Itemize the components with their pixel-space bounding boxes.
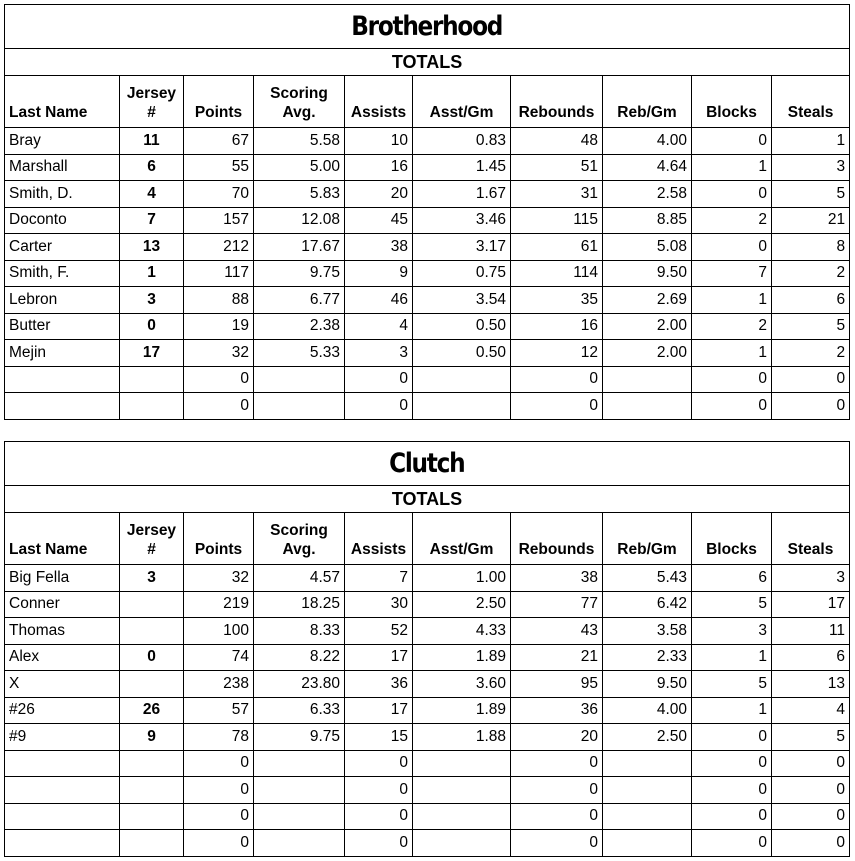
cell-reb-gm[interactable]: 2.58 [603, 181, 692, 208]
cell-steals[interactable]: 13 [772, 671, 850, 698]
col-header-reb-gm: Reb/Gm [603, 513, 692, 565]
cell-steals[interactable]: 0 [772, 366, 850, 393]
cell-jersey[interactable] [120, 777, 184, 804]
cell-steals[interactable]: 11 [772, 618, 850, 645]
cell-asst-gm[interactable]: 0.50 [413, 313, 511, 340]
cell-assists[interactable]: 16 [345, 154, 413, 181]
cell-steals[interactable]: 8 [772, 234, 850, 261]
team-name: Clutch [389, 448, 465, 479]
brotherhood-table-section [4, 4, 849, 420]
col-header-points: Points [184, 513, 254, 565]
cell-rebounds[interactable]: 38 [511, 565, 603, 592]
col-header-scoring-avg: Scoring Avg. [254, 513, 345, 565]
cell-asst-gm[interactable]: 3.54 [413, 287, 511, 314]
cell-steals[interactable]: 2 [772, 340, 850, 367]
cell-scoring-avg[interactable]: 5.00 [254, 154, 345, 181]
cell-assists[interactable]: 0 [345, 393, 413, 420]
team-title [5, 442, 850, 486]
cell-jersey[interactable] [120, 393, 184, 420]
cell-reb-gm[interactable]: 2.69 [603, 287, 692, 314]
cell-assists[interactable]: 52 [345, 618, 413, 645]
clutch-table-section [4, 441, 849, 857]
cell-asst-gm[interactable]: 1.00 [413, 565, 511, 592]
cell-assists[interactable]: 0 [345, 366, 413, 393]
table-row [5, 777, 850, 804]
cell-jersey[interactable]: 17 [120, 340, 184, 367]
cell-asst-gm[interactable]: 3.17 [413, 234, 511, 261]
cell-scoring-avg[interactable]: 6.33 [254, 697, 345, 724]
cell-points[interactable]: 0 [184, 750, 254, 777]
table-row [5, 724, 850, 751]
cell-scoring-avg[interactable] [254, 777, 345, 804]
cell-steals[interactable]: 1 [772, 128, 850, 155]
cell-steals[interactable]: 0 [772, 393, 850, 420]
cell-blocks[interactable]: 0 [692, 777, 772, 804]
cell-asst-gm[interactable] [413, 803, 511, 830]
cell-rebounds[interactable]: 43 [511, 618, 603, 645]
cell-assists[interactable]: 0 [345, 830, 413, 857]
cell-jersey[interactable]: 3 [120, 565, 184, 592]
cell-reb-gm[interactable] [603, 777, 692, 804]
cell-last-name[interactable]: Smith, D. [5, 181, 120, 208]
cell-reb-gm[interactable]: 4.00 [603, 128, 692, 155]
cell-scoring-avg[interactable]: 18.25 [254, 591, 345, 618]
cell-steals[interactable]: 5 [772, 313, 850, 340]
cell-reb-gm[interactable]: 5.08 [603, 234, 692, 261]
cell-steals[interactable]: 21 [772, 207, 850, 234]
cell-points[interactable]: 219 [184, 591, 254, 618]
table-row [5, 618, 850, 645]
col-header-points: Points [184, 76, 254, 128]
table-row [5, 234, 850, 261]
cell-jersey[interactable]: 4 [120, 181, 184, 208]
cell-scoring-avg[interactable] [254, 750, 345, 777]
cell-assists[interactable]: 36 [345, 671, 413, 698]
col-header-rebounds: Rebounds [511, 76, 603, 128]
cell-reb-gm[interactable]: 2.50 [603, 724, 692, 751]
table-row [5, 803, 850, 830]
cell-last-name[interactable]: Marshall [5, 154, 120, 181]
cell-asst-gm[interactable]: 4.33 [413, 618, 511, 645]
cell-points[interactable]: 0 [184, 366, 254, 393]
cell-points[interactable]: 70 [184, 181, 254, 208]
cell-jersey[interactable] [120, 803, 184, 830]
cell-last-name[interactable]: Smith, F. [5, 260, 120, 287]
cell-blocks[interactable]: 0 [692, 830, 772, 857]
cell-assists[interactable]: 10 [345, 128, 413, 155]
cell-scoring-avg[interactable]: 23.80 [254, 671, 345, 698]
cell-rebounds[interactable]: 0 [511, 750, 603, 777]
cell-assists[interactable]: 20 [345, 181, 413, 208]
cell-assists[interactable]: 4 [345, 313, 413, 340]
col-header-assists: Assists [345, 76, 413, 128]
cell-jersey[interactable]: 0 [120, 644, 184, 671]
cell-rebounds[interactable]: 114 [511, 260, 603, 287]
cell-reb-gm[interactable]: 2.00 [603, 340, 692, 367]
cell-assists[interactable]: 46 [345, 287, 413, 314]
cell-jersey[interactable] [120, 750, 184, 777]
cell-rebounds[interactable]: 48 [511, 128, 603, 155]
cell-steals[interactable]: 3 [772, 154, 850, 181]
cell-jersey[interactable]: 9 [120, 724, 184, 751]
cell-last-name[interactable] [5, 393, 120, 420]
cell-rebounds[interactable]: 0 [511, 366, 603, 393]
cell-jersey[interactable] [120, 830, 184, 857]
table-row [5, 393, 850, 420]
cell-scoring-avg[interactable] [254, 366, 345, 393]
cell-reb-gm[interactable]: 5.43 [603, 565, 692, 592]
cell-assists[interactable]: 0 [345, 777, 413, 804]
cell-assists[interactable]: 0 [345, 750, 413, 777]
cell-rebounds[interactable]: 21 [511, 644, 603, 671]
cell-assists[interactable]: 0 [345, 803, 413, 830]
cell-assists[interactable]: 9 [345, 260, 413, 287]
cell-last-name[interactable] [5, 830, 120, 857]
cell-asst-gm[interactable]: 3.60 [413, 671, 511, 698]
table-row [5, 287, 850, 314]
cell-blocks[interactable]: 1 [692, 697, 772, 724]
cell-asst-gm[interactable] [413, 777, 511, 804]
cell-rebounds[interactable]: 0 [511, 393, 603, 420]
table-row [5, 260, 850, 287]
cell-reb-gm[interactable]: 4.00 [603, 697, 692, 724]
cell-points[interactable]: 157 [184, 207, 254, 234]
cell-last-name[interactable]: Carter [5, 234, 120, 261]
cell-asst-gm[interactable]: 1.89 [413, 697, 511, 724]
table-row [5, 750, 850, 777]
cell-assists[interactable]: 38 [345, 234, 413, 261]
cell-points[interactable]: 0 [184, 803, 254, 830]
cell-scoring-avg[interactable]: 8.22 [254, 644, 345, 671]
cell-assists[interactable]: 30 [345, 591, 413, 618]
cell-reb-gm[interactable]: 4.64 [603, 154, 692, 181]
col-header-jersey: Jersey # [120, 76, 184, 128]
cell-last-name[interactable]: Doconto [5, 207, 120, 234]
cell-steals[interactable]: 17 [772, 591, 850, 618]
cell-points[interactable]: 88 [184, 287, 254, 314]
col-header-steals: Steals [772, 76, 850, 128]
table-row [5, 128, 850, 155]
cell-rebounds[interactable]: 0 [511, 803, 603, 830]
cell-blocks[interactable]: 0 [692, 393, 772, 420]
cell-blocks[interactable]: 0 [692, 750, 772, 777]
cell-rebounds[interactable]: 31 [511, 181, 603, 208]
table-row [5, 830, 850, 857]
cell-last-name[interactable]: Lebron [5, 287, 120, 314]
cell-jersey[interactable]: 11 [120, 128, 184, 155]
cell-reb-gm[interactable] [603, 393, 692, 420]
cell-assists[interactable]: 3 [345, 340, 413, 367]
cell-steals[interactable]: 6 [772, 644, 850, 671]
cell-asst-gm[interactable] [413, 393, 511, 420]
cell-points[interactable]: 100 [184, 618, 254, 645]
col-header-reb-gm: Reb/Gm [603, 76, 692, 128]
cell-assists[interactable]: 17 [345, 697, 413, 724]
cell-rebounds[interactable]: 115 [511, 207, 603, 234]
cell-points[interactable]: 0 [184, 830, 254, 857]
table-row [5, 644, 850, 671]
cell-jersey[interactable]: 13 [120, 234, 184, 261]
brotherhood-stats-table [4, 4, 850, 420]
cell-steals[interactable]: 2 [772, 260, 850, 287]
col-header-scoring-avg: Scoring Avg. [254, 76, 345, 128]
cell-scoring-avg[interactable]: 12.08 [254, 207, 345, 234]
cell-blocks[interactable]: 6 [692, 565, 772, 592]
cell-reb-gm[interactable]: 6.42 [603, 591, 692, 618]
cell-points[interactable]: 19 [184, 313, 254, 340]
cell-points[interactable]: 78 [184, 724, 254, 751]
cell-reb-gm[interactable]: 3.58 [603, 618, 692, 645]
cell-reb-gm[interactable]: 2.00 [603, 313, 692, 340]
cell-last-name[interactable]: Alex [5, 644, 120, 671]
cell-reb-gm[interactable]: 9.50 [603, 671, 692, 698]
cell-blocks[interactable]: 5 [692, 591, 772, 618]
cell-jersey[interactable] [120, 366, 184, 393]
cell-scoring-avg[interactable] [254, 830, 345, 857]
cell-blocks[interactable]: 3 [692, 618, 772, 645]
cell-steals[interactable]: 5 [772, 181, 850, 208]
cell-rebounds[interactable]: 77 [511, 591, 603, 618]
cell-points[interactable]: 0 [184, 393, 254, 420]
col-header-assists: Assists [345, 513, 413, 565]
cell-jersey[interactable] [120, 591, 184, 618]
cell-blocks[interactable]: 0 [692, 234, 772, 261]
cell-reb-gm[interactable] [603, 803, 692, 830]
cell-points[interactable]: 0 [184, 777, 254, 804]
cell-rebounds[interactable]: 36 [511, 697, 603, 724]
cell-rebounds[interactable]: 0 [511, 830, 603, 857]
team-title [5, 5, 850, 49]
cell-points[interactable]: 117 [184, 260, 254, 287]
cell-blocks[interactable]: 1 [692, 154, 772, 181]
col-header-jersey: Jersey # [120, 513, 184, 565]
cell-reb-gm[interactable] [603, 366, 692, 393]
cell-scoring-avg[interactable]: 2.38 [254, 313, 345, 340]
cell-points[interactable]: 55 [184, 154, 254, 181]
cell-last-name[interactable]: Bray [5, 128, 120, 155]
cell-points[interactable]: 67 [184, 128, 254, 155]
cell-jersey[interactable]: 3 [120, 287, 184, 314]
cell-scoring-avg[interactable]: 9.75 [254, 724, 345, 751]
cell-last-name[interactable] [5, 366, 120, 393]
cell-last-name[interactable] [5, 750, 120, 777]
cell-blocks[interactable]: 1 [692, 340, 772, 367]
cell-jersey[interactable]: 6 [120, 154, 184, 181]
cell-last-name[interactable]: #26 [5, 697, 120, 724]
cell-steals[interactable]: 0 [772, 830, 850, 857]
cell-scoring-avg[interactable]: 5.58 [254, 128, 345, 155]
cell-last-name[interactable] [5, 803, 120, 830]
cell-asst-gm[interactable] [413, 750, 511, 777]
table-row [5, 697, 850, 724]
cell-assists[interactable]: 15 [345, 724, 413, 751]
cell-blocks[interactable]: 1 [692, 287, 772, 314]
cell-steals[interactable]: 0 [772, 803, 850, 830]
col-header-last-name: Last Name [5, 513, 120, 565]
cell-last-name[interactable]: #9 [5, 724, 120, 751]
table-row [5, 207, 850, 234]
cell-blocks[interactable]: 0 [692, 366, 772, 393]
cell-steals[interactable]: 3 [772, 565, 850, 592]
cell-blocks[interactable]: 0 [692, 724, 772, 751]
cell-jersey[interactable] [120, 618, 184, 645]
cell-asst-gm[interactable]: 0.75 [413, 260, 511, 287]
cell-scoring-avg[interactable]: 6.77 [254, 287, 345, 314]
cell-scoring-avg[interactable]: 9.75 [254, 260, 345, 287]
cell-points[interactable]: 238 [184, 671, 254, 698]
cell-last-name[interactable]: Mejin [5, 340, 120, 367]
cell-rebounds[interactable]: 95 [511, 671, 603, 698]
table-row [5, 591, 850, 618]
cell-scoring-avg[interactable]: 8.33 [254, 618, 345, 645]
table-row [5, 565, 850, 592]
cell-jersey[interactable]: 26 [120, 697, 184, 724]
cell-blocks[interactable]: 0 [692, 181, 772, 208]
cell-points[interactable]: 74 [184, 644, 254, 671]
cell-last-name[interactable]: Conner [5, 591, 120, 618]
cell-blocks[interactable]: 0 [692, 803, 772, 830]
cell-rebounds[interactable]: 16 [511, 313, 603, 340]
cell-assists[interactable]: 17 [345, 644, 413, 671]
col-header-asst-gm: Asst/Gm [413, 513, 511, 565]
cell-scoring-avg[interactable] [254, 393, 345, 420]
totals-label: TOTALS [5, 486, 850, 513]
cell-rebounds[interactable]: 0 [511, 777, 603, 804]
cell-assists[interactable]: 7 [345, 565, 413, 592]
table-row [5, 671, 850, 698]
cell-rebounds[interactable]: 51 [511, 154, 603, 181]
cell-last-name[interactable]: Butter [5, 313, 120, 340]
cell-asst-gm[interactable]: 1.89 [413, 644, 511, 671]
table-row [5, 313, 850, 340]
cell-asst-gm[interactable]: 1.67 [413, 181, 511, 208]
table-row [5, 181, 850, 208]
cell-points[interactable]: 32 [184, 565, 254, 592]
cell-points[interactable]: 32 [184, 340, 254, 367]
cell-blocks[interactable]: 7 [692, 260, 772, 287]
cell-jersey[interactable]: 7 [120, 207, 184, 234]
col-header-last-name: Last Name [5, 76, 120, 128]
cell-blocks[interactable]: 5 [692, 671, 772, 698]
header-row [5, 513, 850, 565]
cell-rebounds[interactable]: 61 [511, 234, 603, 261]
cell-asst-gm[interactable] [413, 830, 511, 857]
cell-points[interactable]: 212 [184, 234, 254, 261]
cell-blocks[interactable]: 2 [692, 313, 772, 340]
cell-last-name[interactable]: Big Fella [5, 565, 120, 592]
clutch-stats-table [4, 441, 850, 857]
col-header-rebounds: Rebounds [511, 513, 603, 565]
cell-asst-gm[interactable]: 2.50 [413, 591, 511, 618]
cell-steals[interactable]: 5 [772, 724, 850, 751]
table-row [5, 366, 850, 393]
cell-asst-gm[interactable]: 0.50 [413, 340, 511, 367]
cell-reb-gm[interactable]: 8.85 [603, 207, 692, 234]
cell-blocks[interactable]: 1 [692, 644, 772, 671]
cell-asst-gm[interactable] [413, 366, 511, 393]
cell-asst-gm[interactable]: 1.45 [413, 154, 511, 181]
cell-scoring-avg[interactable]: 4.57 [254, 565, 345, 592]
cell-scoring-avg[interactable] [254, 803, 345, 830]
cell-points[interactable]: 57 [184, 697, 254, 724]
cell-steals[interactable]: 4 [772, 697, 850, 724]
cell-rebounds[interactable]: 35 [511, 287, 603, 314]
cell-asst-gm[interactable]: 1.88 [413, 724, 511, 751]
header-row [5, 76, 850, 128]
cell-scoring-avg[interactable]: 17.67 [254, 234, 345, 261]
cell-last-name[interactable] [5, 777, 120, 804]
cell-scoring-avg[interactable]: 5.83 [254, 181, 345, 208]
col-header-steals: Steals [772, 513, 850, 565]
cell-reb-gm[interactable] [603, 830, 692, 857]
cell-last-name[interactable]: Thomas [5, 618, 120, 645]
cell-jersey[interactable]: 0 [120, 313, 184, 340]
cell-asst-gm[interactable]: 3.46 [413, 207, 511, 234]
col-header-blocks: Blocks [692, 513, 772, 565]
cell-steals[interactable]: 0 [772, 777, 850, 804]
cell-steals[interactable]: 6 [772, 287, 850, 314]
cell-jersey[interactable] [120, 671, 184, 698]
cell-asst-gm[interactable]: 0.83 [413, 128, 511, 155]
col-header-blocks: Blocks [692, 76, 772, 128]
cell-steals[interactable]: 0 [772, 750, 850, 777]
cell-reb-gm[interactable]: 9.50 [603, 260, 692, 287]
cell-last-name[interactable]: X [5, 671, 120, 698]
cell-rebounds[interactable]: 20 [511, 724, 603, 751]
col-header-asst-gm: Asst/Gm [413, 76, 511, 128]
cell-rebounds[interactable]: 12 [511, 340, 603, 367]
table-row [5, 154, 850, 181]
cell-assists[interactable]: 45 [345, 207, 413, 234]
cell-scoring-avg[interactable]: 5.33 [254, 340, 345, 367]
totals-label: TOTALS [5, 49, 850, 76]
team-name: Brotherhood [351, 11, 503, 42]
cell-reb-gm[interactable]: 2.33 [603, 644, 692, 671]
cell-jersey[interactable]: 1 [120, 260, 184, 287]
cell-reb-gm[interactable] [603, 750, 692, 777]
cell-blocks[interactable]: 2 [692, 207, 772, 234]
cell-blocks[interactable]: 0 [692, 128, 772, 155]
table-row [5, 340, 850, 367]
